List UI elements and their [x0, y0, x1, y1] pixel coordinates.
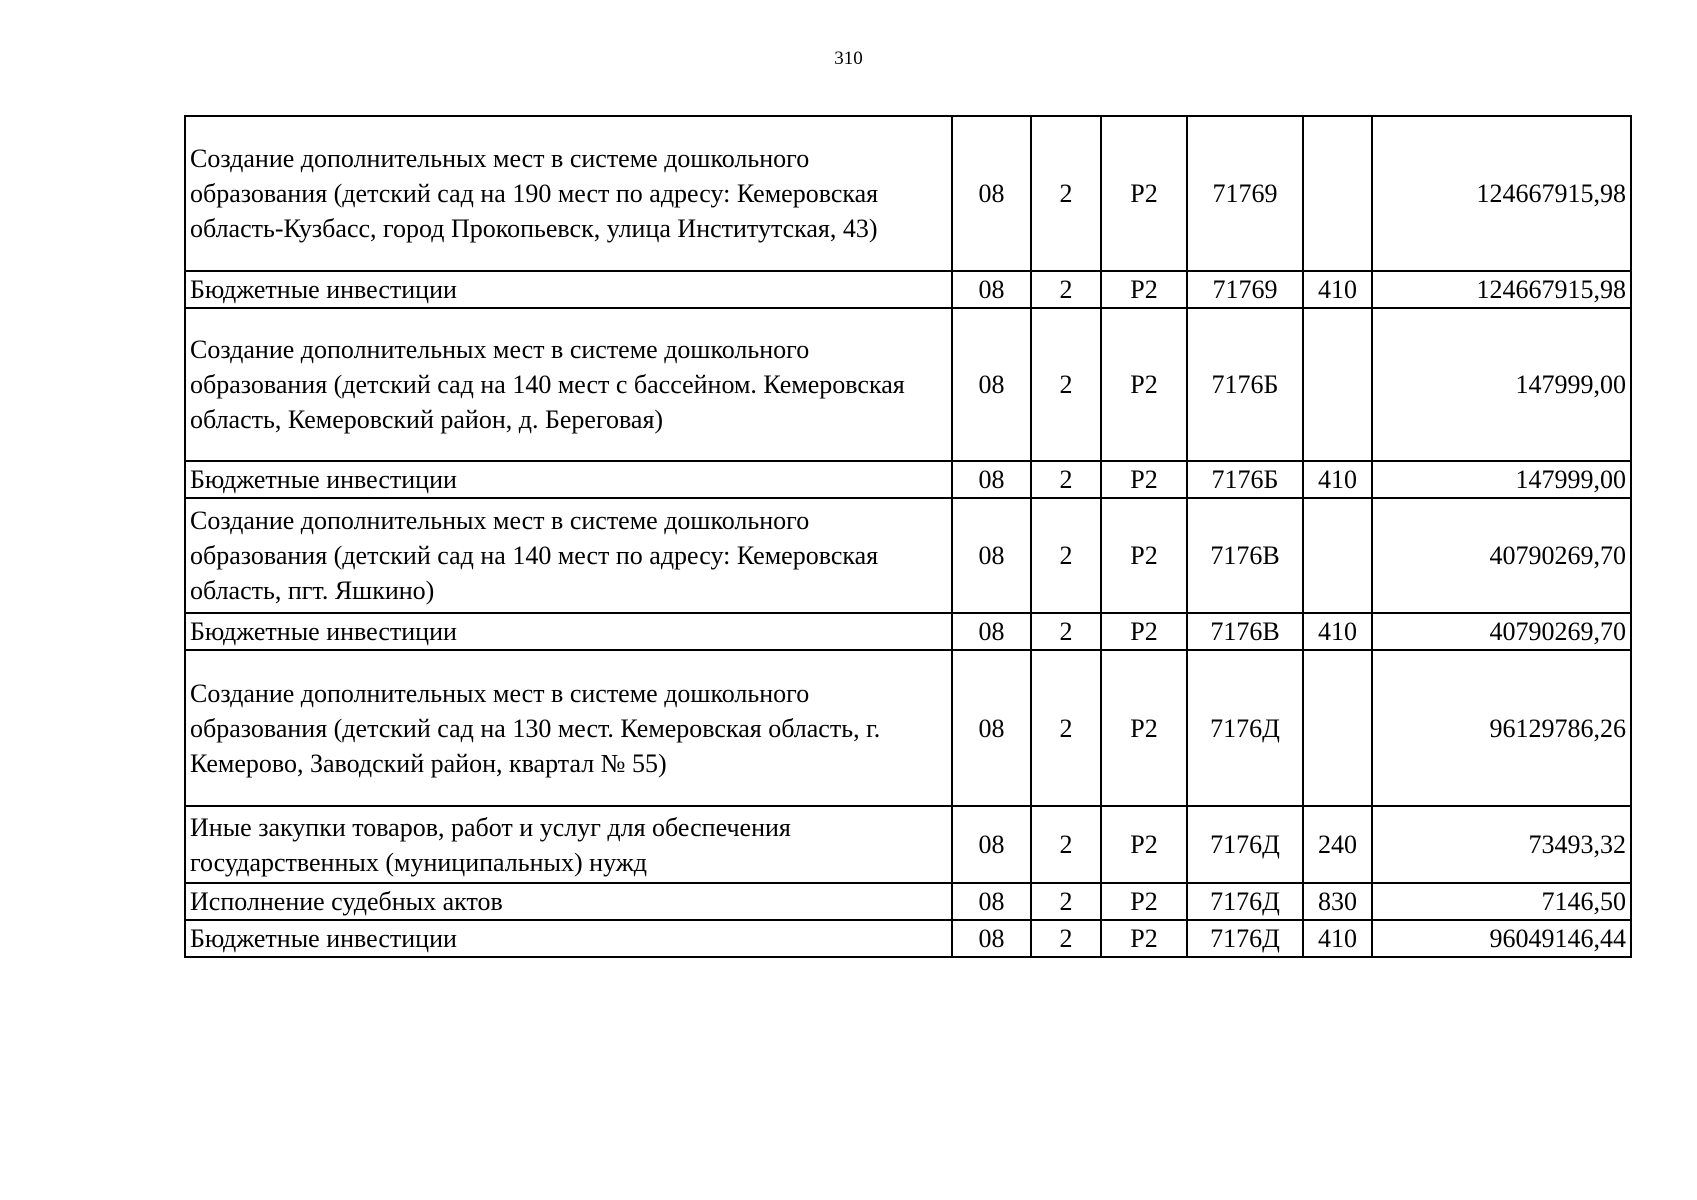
row-subsection: 2	[1031, 883, 1101, 920]
row-section: 08	[952, 461, 1031, 498]
row-program: P2	[1101, 271, 1187, 308]
row-program: P2	[1101, 308, 1187, 461]
row-item: 7176Д	[1187, 650, 1303, 806]
row-name: Создание дополнительных мест в системе дошкольного образования (детский сад на 140 мест с бассейном. Кемеровская область, Кемеровский район, д. Береговая)	[185, 308, 952, 461]
row-item: 71769	[1187, 271, 1303, 308]
row-amount: 7146,50	[1372, 883, 1631, 920]
row-subsection: 2	[1031, 613, 1101, 650]
row-name: Создание дополнительных мест в системе дошкольного образования (детский сад на 140 мест по адресу: Кемеровская область, пгт. Яшкино)	[185, 498, 952, 613]
row-amount: 40790269,70	[1372, 498, 1631, 613]
row-name: Бюджетные инвестиции	[185, 920, 952, 957]
row-name: Исполнение судебных актов	[185, 883, 952, 920]
row-program: P2	[1101, 613, 1187, 650]
table-row	[185, 650, 1631, 806]
row-subsection: 2	[1031, 308, 1101, 461]
row-program: P2	[1101, 116, 1187, 271]
row-item: 7176Д	[1187, 806, 1303, 883]
row-item: 71769	[1187, 116, 1303, 271]
budget-table	[184, 115, 1632, 958]
row-item: 7176Б	[1187, 308, 1303, 461]
row-type: 830	[1303, 883, 1372, 920]
row-section: 08	[952, 920, 1031, 957]
row-amount: 96049146,44	[1372, 920, 1631, 957]
row-type	[1303, 308, 1372, 461]
row-type: 240	[1303, 806, 1372, 883]
row-section: 08	[952, 650, 1031, 806]
table-row	[185, 806, 1631, 883]
row-item: 7176Б	[1187, 461, 1303, 498]
row-amount: 124667915,98	[1372, 116, 1631, 271]
page-number: 310	[834, 48, 863, 69]
row-subsection: 2	[1031, 271, 1101, 308]
row-program: P2	[1101, 920, 1187, 957]
row-amount: 147999,00	[1372, 461, 1631, 498]
row-amount: 124667915,98	[1372, 271, 1631, 308]
row-subsection: 2	[1031, 498, 1101, 613]
table-row	[185, 461, 1631, 498]
row-subsection: 2	[1031, 806, 1101, 883]
table-row	[185, 271, 1631, 308]
row-name: Бюджетные инвестиции	[185, 461, 952, 498]
table-row	[185, 883, 1631, 920]
row-program: P2	[1101, 498, 1187, 613]
row-type	[1303, 116, 1372, 271]
row-subsection: 2	[1031, 920, 1101, 957]
row-name: Создание дополнительных мест в системе дошкольного образования (детский сад на 130 мест. Кемеровская область, г. Кемерово, Заводский район, квартал № 55)	[185, 650, 952, 806]
row-item: 7176Д	[1187, 920, 1303, 957]
row-type: 410	[1303, 920, 1372, 957]
row-item: 7176В	[1187, 613, 1303, 650]
table-row	[185, 116, 1631, 271]
row-section: 08	[952, 498, 1031, 613]
row-type	[1303, 650, 1372, 806]
row-section: 08	[952, 806, 1031, 883]
table-row	[185, 308, 1631, 461]
row-section: 08	[952, 271, 1031, 308]
row-amount: 40790269,70	[1372, 613, 1631, 650]
row-item: 7176В	[1187, 498, 1303, 613]
row-type: 410	[1303, 271, 1372, 308]
row-section: 08	[952, 613, 1031, 650]
row-section: 08	[952, 116, 1031, 271]
table-row	[185, 498, 1631, 613]
row-program: P2	[1101, 461, 1187, 498]
row-section: 08	[952, 883, 1031, 920]
row-amount: 73493,32	[1372, 806, 1631, 883]
row-item: 7176Д	[1187, 883, 1303, 920]
row-subsection: 2	[1031, 116, 1101, 271]
row-name: Бюджетные инвестиции	[185, 613, 952, 650]
row-subsection: 2	[1031, 461, 1101, 498]
row-subsection: 2	[1031, 650, 1101, 806]
row-name: Создание дополнительных мест в системе дошкольного образования (детский сад на 190 мест по адресу: Кемеровская область-Кузбасс, город Прокопьевск, улица Институтская, 43)	[185, 116, 952, 271]
row-type	[1303, 498, 1372, 613]
row-amount: 96129786,26	[1372, 650, 1631, 806]
table-row	[185, 920, 1631, 957]
row-type: 410	[1303, 613, 1372, 650]
row-section: 08	[952, 308, 1031, 461]
row-program: P2	[1101, 650, 1187, 806]
table-row	[185, 613, 1631, 650]
row-program: P2	[1101, 806, 1187, 883]
row-type: 410	[1303, 461, 1372, 498]
row-amount: 147999,00	[1372, 308, 1631, 461]
row-name: Бюджетные инвестиции	[185, 271, 952, 308]
row-name: Иные закупки товаров, работ и услуг для обеспечения государственных (муниципальных) нужд	[185, 806, 952, 883]
row-program: P2	[1101, 883, 1187, 920]
